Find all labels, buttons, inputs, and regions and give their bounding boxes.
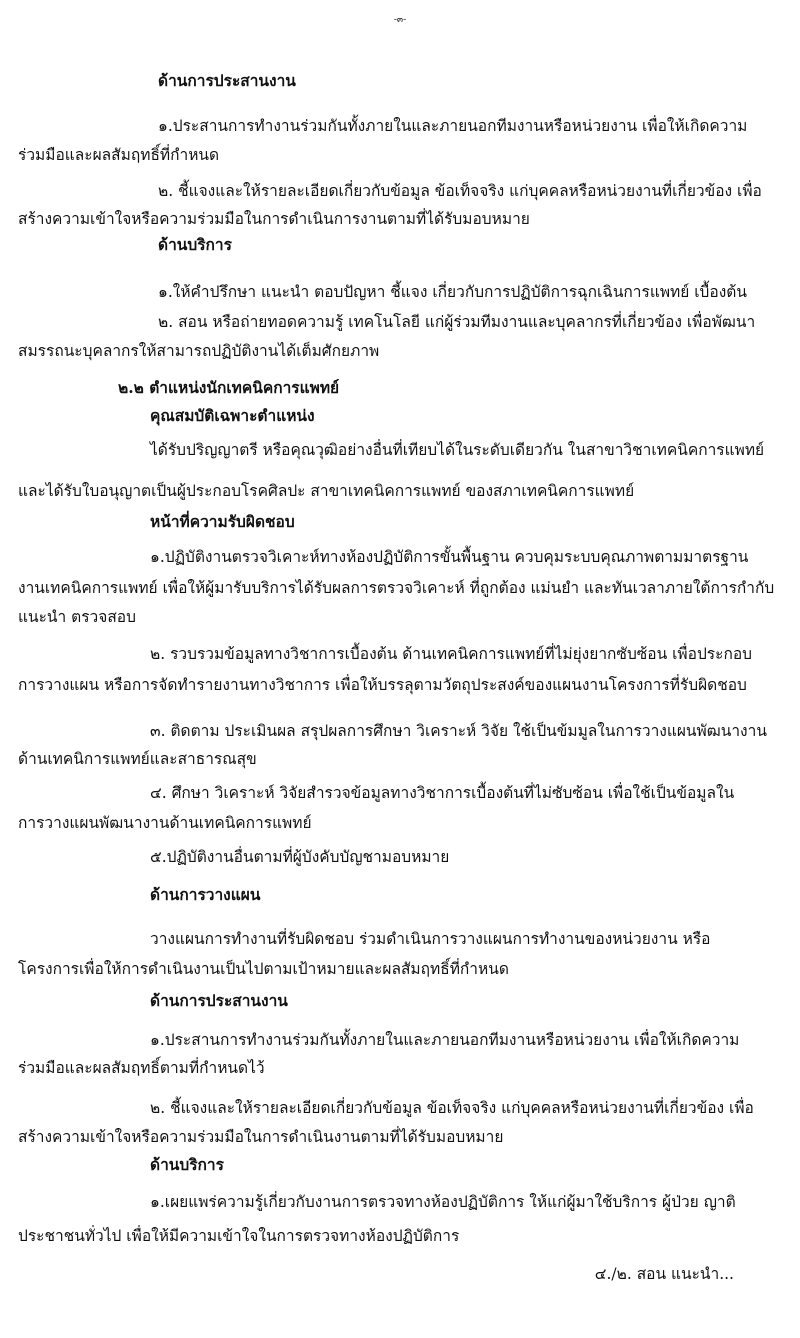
paragraph-line: ๑.ปฏิบัติงานตรวจวิเคาะห์ทางห้องปฏิบัติการขั้นพื้นฐาน ควบคุมระบบคุณภาพตามมาตรฐาน [150, 548, 749, 566]
paragraph-line: การวางแผน หรือการจัดทำรายงานทางวิชาการ เพื่อให้บรรลุตามวัตถุประสงค์ของแผนงานโครงการที่รับผิดชอบ [18, 676, 747, 694]
paragraph-line: แนะนำ ตรวจสอบ [18, 608, 136, 626]
paragraph-line: ประชาชนทั่วไป เพื่อให้มีความเข้าใจในการตรวจทางห้องปฏิบัติการ [18, 1227, 460, 1245]
paragraph-line: สร้างความเข้าใจหรือความร่วมมือในการดำเนินการงานตามที่ได้รับมอบหมาย [18, 210, 530, 228]
section-heading-qualifications: คุณสมบัติเฉพาะตำแหน่ง [150, 406, 315, 425]
paragraph-line: ๑.ประสานการทำงานร่วมกันทั้งภายในและภายนอกทีมงานหรือหน่วยงาน เพื่อให้เกิดความ [158, 117, 748, 135]
paragraph-line: ๑.เผยแพร่ความรู้เกี่ยวกับงานการตรวจทางห้องปฏิบัติการ ให้แก่ผู้มาใช้บริการ ผู้ป่วย ญาติ [150, 1193, 736, 1211]
paragraph-line: ๑.ให้คำปรึกษา แนะนำ ตอบปัญหา ชี้แจง เกี่ยวกับการปฏิบัติการฉุกเฉินการแพทย์ เบื้องต้น [158, 283, 747, 301]
section-heading-planning: ด้านการวางแผน [150, 885, 261, 904]
paragraph-line: ๒. ชี้แจงและให้รายละเอียดเกี่ยวกับข้อมูล ข้อเท็จจริง แก่บุคคลหรือหน่วยงานที่เกี่ยวข้อง เพื่อ [150, 1099, 754, 1117]
paragraph-line: วางแผนการทำงานที่รับผิดชอบ ร่วมดำเนินการวางแผนการทำงานของหน่วยงาน หรือ [150, 930, 711, 948]
paragraph-line: ด้านเทคนิการแพทย์และสาธารณสุข [18, 750, 257, 768]
section-heading-coordination-2: ด้านการประสานงาน [150, 991, 288, 1010]
paragraph-line: ๒. รวบรวมข้อมูลทางวิชาการเบื้องต้น ด้านเทคนิคการแพทย์ที่ไม่ยุ่งยากซับซ้อน เพื่อประกอบ [150, 645, 752, 663]
section-heading-service: ด้านบริการ [158, 235, 232, 254]
paragraph-line: และได้รับใบอนุญาตเป็นผู้ประกอบโรคศิลปะ สาขาเทคนิคการแพทย์ ของสภาเทคนิคการแพทย์ [18, 482, 635, 500]
position-heading: ๒.๒ ตำแหน่งนักเทคนิคการแพทย์ [118, 378, 340, 397]
section-heading-coordination: ด้านการประสานงาน [158, 71, 296, 90]
paragraph-line: การวางแผนพัฒนางานด้านเทคนิคการแพทย์ [18, 814, 312, 832]
paragraph-line: ร่วมมือและผลสัมฤทธิ์ที่กำหนด [18, 146, 220, 164]
paragraph-line: ร่วมมือและผลสัมฤทธิ์ตามที่กำหนดไว้ [18, 1059, 265, 1077]
paragraph-line: ๕.ปฏิบัติงานอื่นตามที่ผู้บังคับบัญชามอบหมาย [150, 848, 450, 866]
paragraph-line: ๒. ชี้แจงและให้รายละเอียดเกี่ยวกับข้อมูล ข้อเท็จจริง แก่บุคคลหรือหน่วยงานที่เกี่ยวข้อง เพื่อ [158, 182, 762, 200]
paragraph-line: ๑.ประสานการทำงานร่วมกันทั้งภายในและภายนอกทีมงานหรือหน่วยงาน เพื่อให้เกิดความ [150, 1031, 740, 1049]
paragraph-line: ๒. สอน หรือถ่ายทอดความรู้ เทคโนโลยี แก่ผู้ร่วมทีมงานและบุคลากรที่เกี่ยวข้อง เพื่อพัฒนา [158, 313, 756, 331]
paragraph-line: ๓. ติดตาม ประเมินผล สรุปผลการศึกษา วิเคราะห์ วิจัย ใช้เป็นข้มมูลในการวางแผนพัฒนางาน [150, 722, 767, 740]
section-heading-service-2: ด้านบริการ [150, 1155, 224, 1174]
paragraph-line: โครงการเพื่อให้การดำเนินงานเป็นไปตามเป้าหมายและผลสัมฤทธิ์ที่กำหนด [18, 960, 509, 978]
paragraph-line: งานเทคนิคการแพทย์ เพื่อให้ผู้มารับบริการได้รับผลการตรวจวิเคาะห์ ที่ถูกต้อง แม่นยำ และทันเวลาภายใต้การกำกับ [18, 579, 775, 597]
paragraph-line: ได้รับปริญญาตรี หรือคุณวุฒิอย่างอื่นที่เทียบได้ในระดับเดียวกัน ในสาขาวิชาเทคนิคการแพทย์ [150, 441, 765, 459]
paragraph-line: สมรรถนะบุคลากรให้สามารถปฏิบัติงานได้เต็มศักยภาพ [18, 342, 380, 360]
paragraph-line: สร้างความเข้าใจหรือความร่วมมือในการดำเนินงานตามที่ได้รับมอบหมาย [18, 1128, 504, 1146]
continuation-footer: ๔./๒. สอน แนะนำ... [594, 1265, 734, 1283]
page-number: -๓- [393, 15, 407, 25]
section-heading-responsibilities: หน้าที่ความรับผิดชอบ [150, 512, 295, 531]
paragraph-line: ๔. ศึกษา วิเคราะห์ วิจัยสำรวจข้อมูลทางวิชาการเบื้องต้นที่ไม่ซับซ้อน เพื่อใช้เป็นข้อมูลใน [150, 784, 735, 802]
